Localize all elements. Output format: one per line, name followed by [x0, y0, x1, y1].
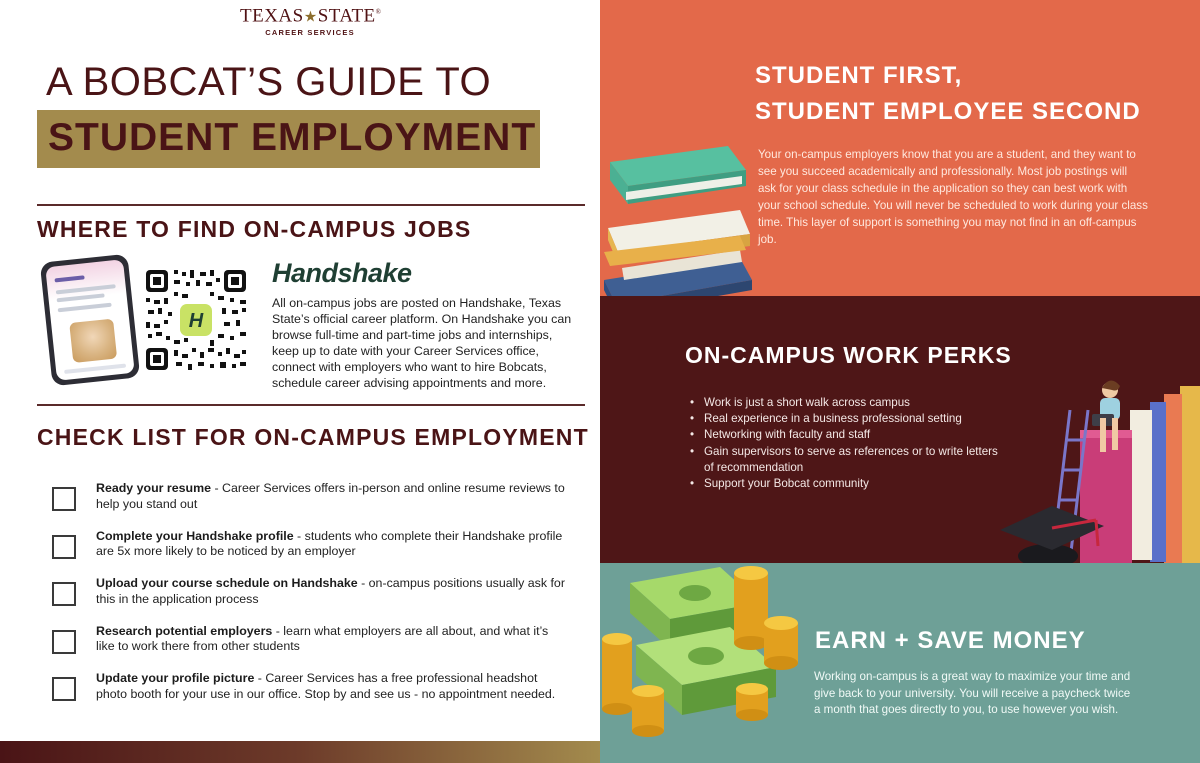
checkbox-profile-picture[interactable]	[52, 677, 76, 701]
checklist-item-title: Upload your course schedule on Handshake	[96, 576, 358, 590]
checklist-item-desc: - Career Services has a free professional headshot photo booth for your use in our office. Stop by and see us - no appointment needed.	[96, 671, 556, 701]
student-first-body: Your on-campus employers know that you are a student, and they want to see you succeed academically and professionally. Most job postings will ask for your class schedule in the application so they can best work with your school schedule. You will never be scheduled to work during your class time. This layer of support is something you may not find in an off-campus job.	[758, 148, 1148, 246]
qr-code-graphic	[144, 268, 248, 372]
section-divider	[37, 404, 585, 406]
find-jobs-heading: WHERE TO FIND ON-CAMPUS JOBS	[37, 216, 472, 242]
book-top	[610, 146, 746, 204]
checkbox-resume[interactable]	[52, 487, 76, 511]
phone-mockup-image	[40, 254, 140, 387]
checklist-heading: CHECK LIST FOR ON-CAMPUS EMPLOYMENT	[37, 424, 589, 450]
book-spine	[1164, 394, 1182, 563]
checklist-item-title: Research potential employers	[96, 623, 273, 638]
perk-item: • Support your Bobcat community	[688, 476, 998, 492]
checklist-item-title: Ready your resume	[96, 481, 212, 495]
checklist-item-desc: - students who complete their Handshake profile are 5x more likely to be noticed by an employer	[96, 528, 563, 559]
checklist-item-title: Update your profile picture	[96, 671, 255, 685]
perk-item: • Work is just a short walk across campus	[688, 395, 998, 411]
checklist-item-text	[96, 671, 566, 703]
book-spine	[1150, 402, 1166, 562]
student-first-heading-1: STUDENT FIRST,	[755, 62, 963, 89]
page-title-line-2: STUDENT EMPLOYMENT	[48, 116, 537, 159]
coin-stack	[764, 616, 798, 670]
book-spine	[1130, 410, 1152, 560]
student-first-panel	[600, 0, 1200, 296]
perk-item: • Networking with faculty and staff	[688, 427, 998, 443]
coin-stack	[602, 633, 632, 715]
checkbox-handshake-profile[interactable]	[52, 535, 76, 559]
find-jobs-body: All on-campus jobs are posted on Handshake, Texas State’s official career platform. On Handshake you can browse full-time and part-time jobs and internships, keep up to date with your Career Services office, connect with employers who want to hire Bobcats, schedule career advising appointments and more.	[272, 296, 572, 390]
screen-line	[58, 303, 112, 313]
checklist-item-desc: - Career Services offers in-person and online resume reviews to help you stand out	[96, 481, 565, 511]
checklist-item	[52, 624, 572, 672]
earn-money-heading: EARN + SAVE MONEY	[815, 627, 1086, 654]
earn-money-panel	[600, 563, 1200, 763]
checklist-item-text	[96, 481, 566, 513]
screen-line	[56, 284, 116, 294]
checklist-item-text	[96, 624, 566, 656]
phone-screen	[45, 259, 134, 381]
section-divider	[37, 204, 585, 206]
checklist-item	[52, 481, 572, 529]
logo-wordmark	[240, 2, 380, 27]
perks-list	[688, 395, 998, 492]
stacked-books-illustration	[600, 140, 760, 296]
perk-item: • Gain supervisors to serve as references or to write letters of recommendation	[688, 444, 998, 476]
logo-word-state: STATE	[317, 5, 376, 27]
qr-badge-letter: H	[188, 310, 204, 332]
checkbox-research-employers[interactable]	[52, 630, 76, 654]
perks-panel	[600, 296, 1200, 563]
checklist-item-text	[96, 576, 566, 608]
logo-word-texas: TEXAS	[240, 5, 304, 27]
perk-item: • Real experience in a business professional setting	[688, 411, 998, 427]
checklist	[52, 481, 572, 719]
checklist-item	[52, 576, 572, 624]
footer-gradient-bar	[0, 741, 600, 763]
handshake-logo[interactable]: Handshake	[272, 258, 412, 288]
screen-line	[54, 275, 84, 282]
student-on-books-illustration	[1000, 370, 1200, 563]
perks-heading: ON-CAMPUS WORK PERKS	[685, 342, 1012, 368]
registered-mark: ®	[375, 8, 382, 16]
book-spine	[1180, 386, 1200, 563]
coin-stack	[736, 683, 768, 721]
coin-stack	[632, 685, 664, 737]
coin-stack	[734, 566, 768, 650]
handshake-qr-code[interactable]	[144, 268, 248, 372]
student-first-heading-2: STUDENT EMPLOYEE SECOND	[755, 98, 1141, 125]
checklist-item	[52, 671, 572, 719]
checklist-item-desc: - on-campus positions usually ask for this in the application process	[96, 576, 565, 606]
texas-state-logo[interactable]	[240, 2, 380, 37]
logo-subtitle: CAREER SERVICES	[265, 28, 355, 38]
screen-nav-bar	[64, 364, 126, 374]
checklist-item-desc: - learn what employers are all about, and what it’s like to work there from other students	[96, 623, 549, 654]
checklist-item	[52, 529, 572, 577]
checklist-item-text	[96, 529, 566, 561]
earn-money-body: Working on-campus is a great way to maximize your time and give back to your university. You will receive a paycheck twice a month that goes directly to you, to use however you wish.	[814, 670, 1131, 717]
money-illustration	[600, 563, 805, 763]
screen-line	[57, 293, 105, 302]
profile-photo	[69, 319, 117, 363]
checklist-item-title: Complete your Handshake profile	[96, 528, 294, 543]
star-icon: ★	[303, 9, 318, 26]
page-title-line-1: A BOBCAT’S GUIDE TO	[46, 60, 492, 104]
checkbox-course-schedule[interactable]	[52, 582, 76, 606]
